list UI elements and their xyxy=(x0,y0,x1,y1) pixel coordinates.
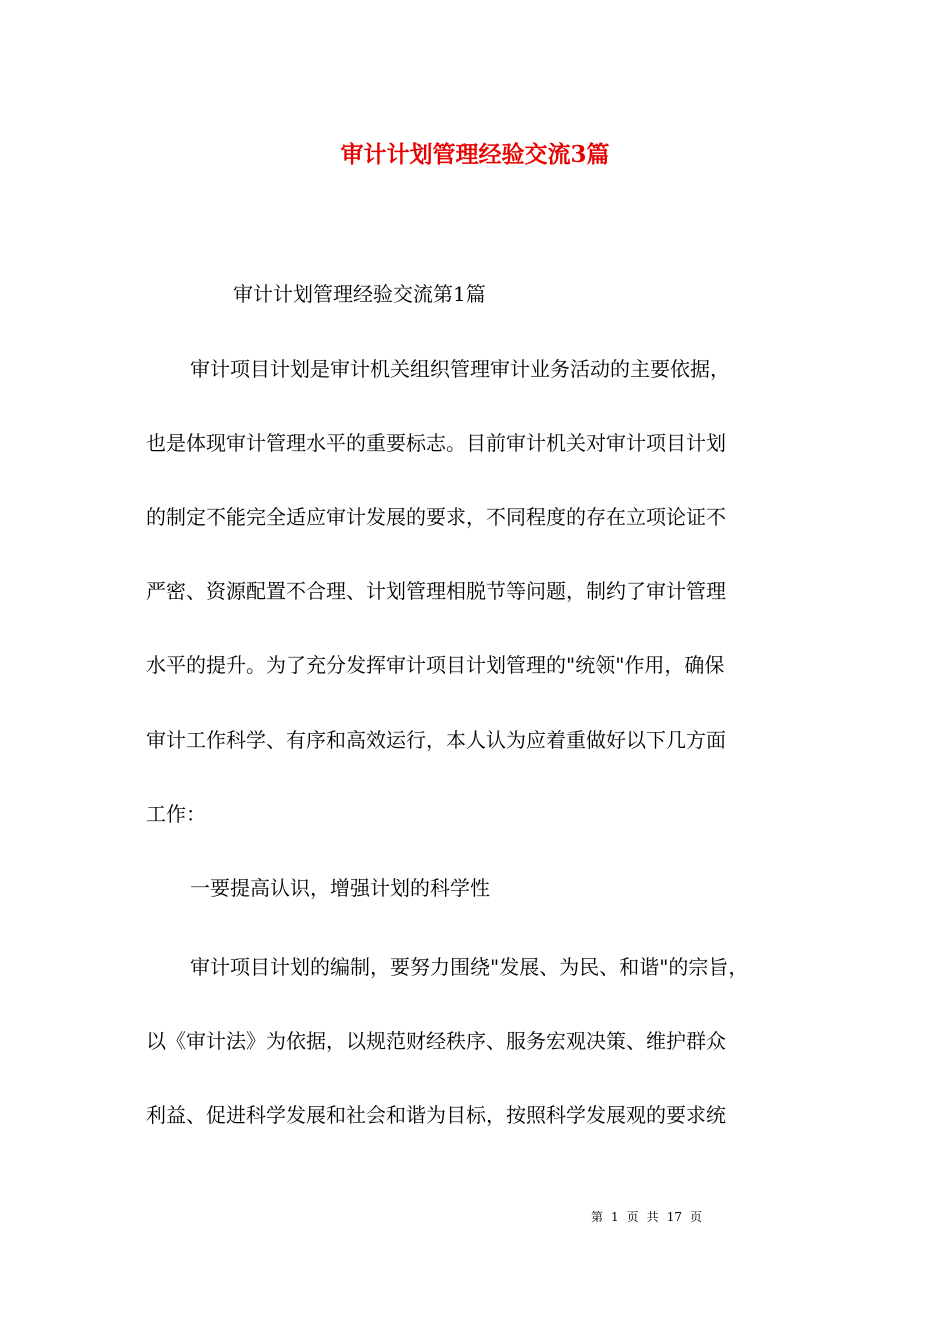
paragraph-line: 利益、促进科学发展和社会和谐为目标，按照科学发展观的要求统 xyxy=(146,1103,726,1127)
footer-total-pages: 17 xyxy=(666,1210,682,1224)
paragraph-line: 水平的提升。为了充分发挥审计项目计划管理的"统领"作用，确保 xyxy=(146,653,725,677)
footer-current-page: 1 xyxy=(611,1210,619,1224)
paragraph-line: 审计工作科学、有序和高效运行，本人认为应着重做好以下几方面 xyxy=(146,728,726,752)
page-footer xyxy=(591,1209,710,1225)
section-heading: 一要提高认识，增强计划的科学性 xyxy=(190,876,490,900)
document-title: 审计计划管理经验交流3篇 xyxy=(340,141,610,168)
section-subtitle: 审计计划管理经验交流第1篇 xyxy=(233,282,486,306)
paragraph-line: 审计项目计划的编制，要努力围绕"发展、为民、和谐"的宗旨， xyxy=(190,955,749,979)
paragraph-line: 的制定不能完全适应审计发展的要求，不同程度的存在立项论证不 xyxy=(146,505,726,529)
footer-total-prefix: 共 xyxy=(646,1210,659,1224)
paragraph-line: 严密、资源配置不合理、计划管理相脱节等问题，制约了审计管理 xyxy=(146,579,726,603)
paragraph-line: 也是体现审计管理水平的重要标志。目前审计机关对审计项目计划 xyxy=(146,431,726,455)
footer-page-label: 页 xyxy=(626,1210,639,1224)
paragraph-line: 以《审计法》为依据，以规范财经秩序、服务宏观决策、维护群众 xyxy=(146,1029,726,1053)
footer-page-prefix: 第 xyxy=(591,1210,604,1224)
paragraph-line: 工作： xyxy=(146,802,206,826)
paragraph-line: 审计项目计划是审计机关组织管理审计业务活动的主要依据， xyxy=(190,357,730,381)
footer-total-label: 页 xyxy=(689,1210,702,1224)
